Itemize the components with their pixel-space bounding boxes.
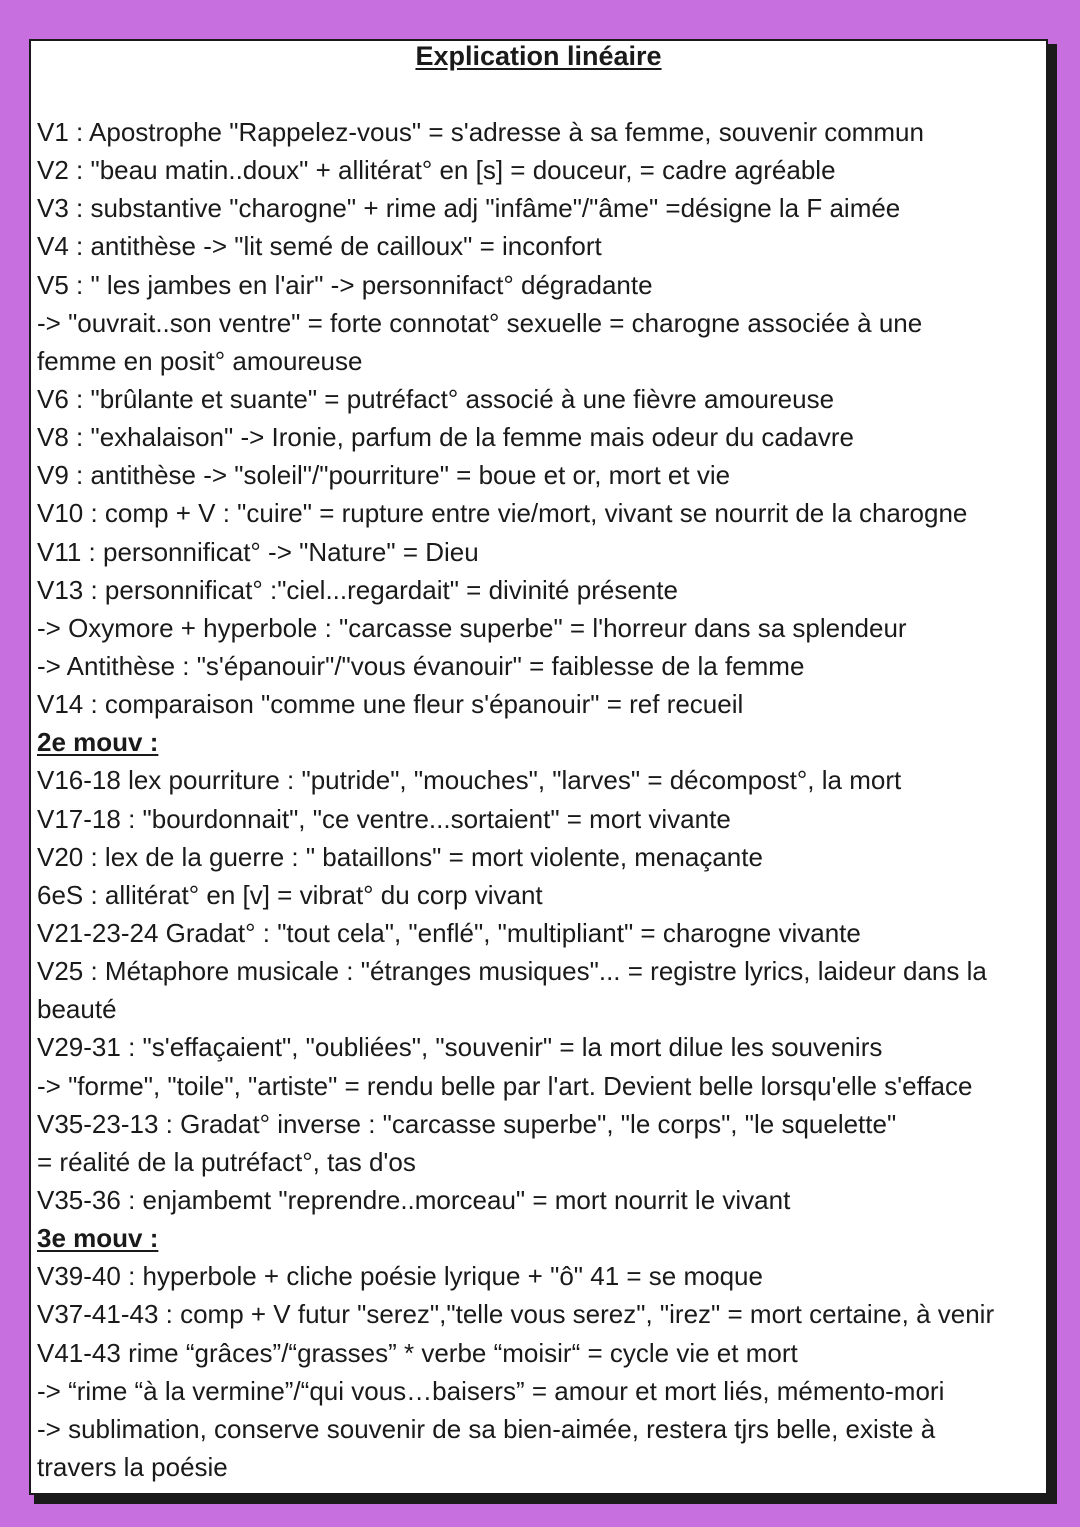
note-line: V41-43 rime “grâces”/“grasses” * verbe “moisir“ = cycle vie et mort <box>37 1337 798 1368</box>
note-line: -> “rime “à la vermine”/“qui vous…baisers” = amour et mort liés, mémento-mori <box>37 1375 945 1406</box>
note-line: V37-41-43 : comp + V futur "serez","telle vous serez", "irez" = mort certaine, à venir <box>37 1299 995 1330</box>
note-line: = réalité de la putréfact°, tas d'os <box>37 1146 416 1177</box>
note-line: V1 : Apostrophe "Rappelez-vous" = s'adresse à sa femme, souvenir commun <box>37 117 924 147</box>
note-line: -> Antithèse : "s'épanouir"/"vous évanouir" = faiblesse de la femme <box>37 650 805 681</box>
note-line: travers la poésie <box>37 1451 228 1482</box>
notes-list <box>37 113 1042 1486</box>
note-line: V35-36 : enjambemt "reprendre..morceau" = mort nourrit le vivant <box>37 1184 791 1215</box>
note-line: 6eS : allitérat° en [v] = vibrat° du corp vivant <box>37 879 543 910</box>
note-line: V13 : personnificat° :"ciel...regardait" = divinité présente <box>37 574 678 605</box>
note-line: V5 : " les jambes en l'air" -> personnifact° dégradante <box>37 269 653 300</box>
note-line: -> sublimation, conserve souvenir de sa bien-aimée, restera tjrs belle, existe à <box>37 1413 936 1444</box>
note-line: -> "ouvrait..son ventre" = forte connotat° sexuelle = charogne associée à une <box>37 307 923 338</box>
note-line: V39-40 : hyperbole + cliche poésie lyrique + "ô" 41 = se moque <box>37 1261 763 1292</box>
note-line: V3 : substantive "charogne" + rime adj "infâme"/"âme" =désigne la F aimée <box>37 193 901 224</box>
note-line: V14 : comparaison "comme une fleur s'épanouir" = ref recueil <box>37 689 744 720</box>
note-line: femme en posit° amoureuse <box>37 345 363 376</box>
document-card <box>29 39 1048 1495</box>
note-line: V25 : Métaphore musicale : "étranges musiques"... = registre lyrics, laideur dans la <box>37 956 987 987</box>
note-line: beauté <box>37 994 117 1025</box>
note-line: -> "forme", "toile", "artiste" = rendu belle par l'art. Devient belle lorsqu'elle s'efface <box>37 1070 973 1101</box>
note-line: V10 : comp + V : "cuire" = rupture entre vie/mort, vivant se nourrit de la charogne <box>37 498 968 529</box>
section-heading: 2e mouv : <box>37 727 159 758</box>
note-line: V6 : "brûlante et suante" = putréfact° associé à une fièvre amoureuse <box>37 383 835 414</box>
note-line: V20 : lex de la guerre : " bataillons" = mort violente, menaçante <box>37 841 763 872</box>
note-line: V35-23-13 : Gradat° inverse : "carcasse superbe", "le corps", "le squelette" <box>37 1108 897 1139</box>
note-line: V8 : "exhalaison" -> Ironie, parfum de la femme mais odeur du cadavre <box>37 422 854 453</box>
document-title: Explication linéaire <box>415 41 662 71</box>
note-line: V9 : antithèse -> "soleil"/"pourriture" = boue et or, mort et vie <box>37 460 731 491</box>
note-line: V11 : personnificat° -> "Nature" = Dieu <box>37 536 479 567</box>
note-line: V29-31 : "s'effaçaient", "oubliées", "souvenir" = la mort dilue les souvenirs <box>37 1032 883 1063</box>
note-line: V17-18 : "bourdonnait", "ce ventre...sortaient" = mort vivante <box>37 803 731 834</box>
note-line: V21-23-24 Gradat° : "tout cela", "enflé", "multipliant" = charogne vivante <box>37 917 861 948</box>
note-line: V4 : antithèse -> "lit semé de cailloux" = inconfort <box>37 231 602 262</box>
section-heading: 3e mouv : <box>37 1223 159 1254</box>
note-line: V16-18 lex pourriture : "putride", "mouches", "larves" = décompost°, la mort <box>37 765 902 796</box>
note-line: V2 : "beau matin..doux" + allitérat° en [s] = douceur, = cadre agréable <box>37 155 836 186</box>
note-line: -> Oxymore + hyperbole : "carcasse superbe" = l'horreur dans sa splendeur <box>37 612 907 643</box>
